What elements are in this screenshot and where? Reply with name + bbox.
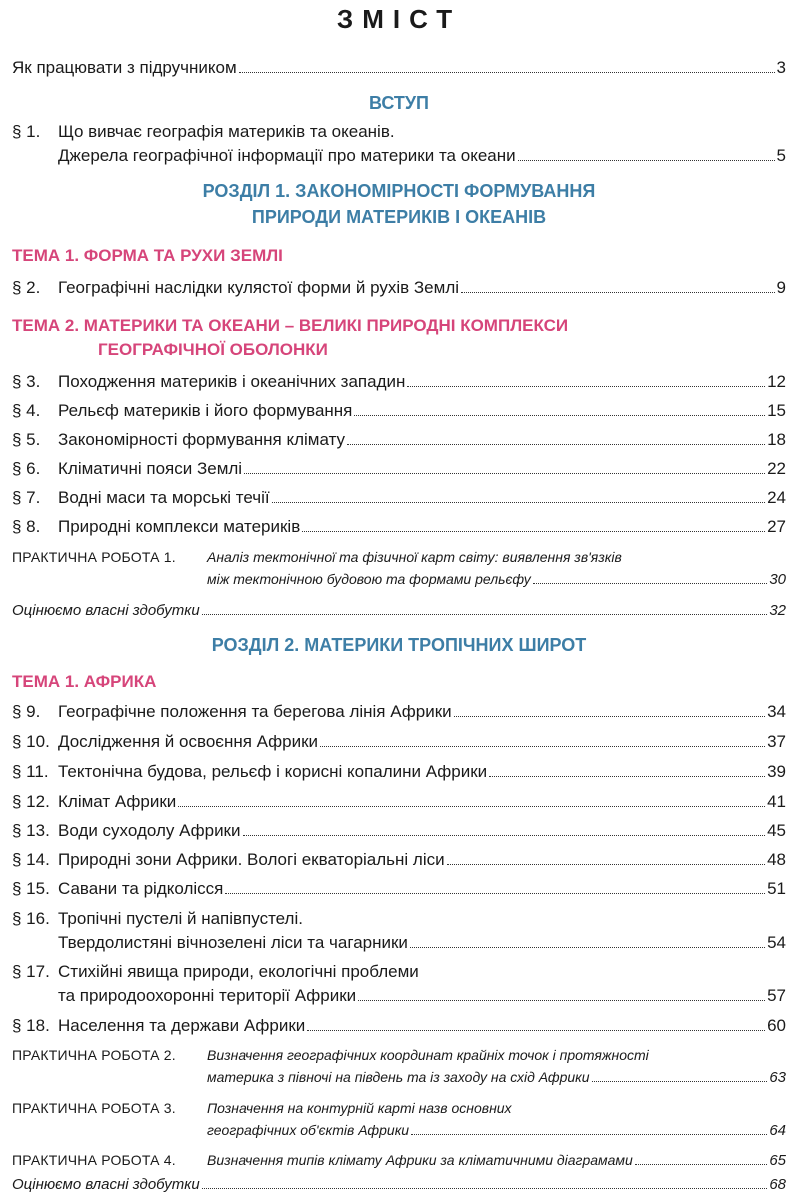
- practical-label: ПРАКТИЧНА РОБОТА 2.: [12, 1047, 176, 1063]
- leader-dots: [635, 1164, 768, 1165]
- page-number: 51: [767, 879, 786, 898]
- page-number: 18: [767, 430, 786, 449]
- practical-label: ПРАКТИЧНА РОБОТА 4.: [12, 1152, 176, 1168]
- paragraph-number: § 15.: [12, 879, 50, 898]
- page-number: 3: [776, 58, 786, 77]
- leader-dots: [489, 776, 765, 777]
- paragraph-number: § 13.: [12, 821, 50, 840]
- toc-row-4[interactable]: [12, 399, 786, 423]
- page-number: 60: [767, 1016, 786, 1035]
- toc-row-7[interactable]: [12, 486, 786, 510]
- page-number: 64: [769, 1122, 786, 1139]
- page-number: 39: [767, 762, 786, 781]
- practical-text: Визначення географічних координат крайніх точок і протяжності: [207, 1047, 649, 1063]
- theme-heading-line1: ТЕМА 2. МАТЕРИКИ ТА ОКЕАНИ – ВЕЛИКІ ПРИРОДНІ КОМПЛЕКСИ: [12, 316, 569, 335]
- toc-row-text-cont: Твердолистяні вічнозелені ліси та чагарники: [58, 933, 408, 952]
- leader-dots: [307, 1030, 765, 1031]
- paragraph-number: § 1.: [12, 122, 41, 141]
- toc-row-text: Кліматичні пояси Землі: [58, 459, 243, 478]
- toc-row-text: Стихійні явища природи, екологічні проблеми: [58, 962, 419, 981]
- leader-dots: [202, 614, 768, 615]
- leader-dots: [244, 473, 765, 474]
- toc-row-3[interactable]: [12, 370, 786, 394]
- toc-evaluation-2[interactable]: [12, 1174, 786, 1196]
- intro-heading: ВСТУП: [369, 93, 429, 113]
- leader-dots: [592, 1081, 768, 1082]
- page-number: 15: [767, 401, 786, 420]
- toc-row-text: Що вивчає географія материків та океанів.: [58, 122, 395, 141]
- section-1-heading: [0, 178, 798, 230]
- leader-dots: [302, 531, 765, 532]
- toc-row-text: Населення та держави Африки: [58, 1016, 306, 1035]
- toc-row-8[interactable]: [12, 515, 786, 539]
- toc-row-1[interactable]: [12, 120, 786, 168]
- toc-row-text: Природні комплекси материків: [58, 517, 301, 536]
- toc-row-text: Географічні наслідки кулястої форми й рухів Землі: [58, 278, 460, 297]
- page-number: 63: [769, 1069, 786, 1086]
- theme-heading: [12, 314, 568, 362]
- toc-row-text: Походження материків і океанічних западин: [58, 372, 406, 391]
- toc-row-text: Як працювати з підручником: [12, 58, 237, 77]
- leader-dots: [410, 947, 765, 948]
- toc-row-13[interactable]: [12, 819, 786, 843]
- page-number: 5: [776, 146, 786, 165]
- page-number: 24: [767, 488, 786, 507]
- toc-row-text: Рельєф материків і його формування: [58, 401, 353, 420]
- toc-row-text: Водні маси та морські течії: [58, 488, 270, 507]
- section-1-heading-line1: РОЗДІЛ 1. ЗАКОНОМІРНОСТІ ФОРМУВАННЯ: [202, 181, 596, 201]
- toc-row-text: Дослідження й освоєння Африки: [58, 732, 319, 751]
- toc-row-17[interactable]: [12, 960, 786, 1008]
- paragraph-number: § 12.: [12, 792, 50, 811]
- toc-row-12[interactable]: [12, 790, 786, 814]
- practical-text: Позначення на контурній карті назв основних: [207, 1100, 512, 1116]
- toc-row-10[interactable]: [12, 730, 786, 754]
- leader-dots: [243, 835, 766, 836]
- practical-text: Аналіз тектонічної та фізичної карт світу: виявлення зв'язків: [207, 549, 622, 565]
- page-number: 37: [767, 732, 786, 751]
- theme-heading: ТЕМА 1. АФРИКА: [12, 672, 157, 691]
- page-number: 12: [767, 372, 786, 391]
- toc-row-15[interactable]: [12, 877, 786, 901]
- toc-row-16[interactable]: [12, 907, 786, 955]
- page-number: 48: [767, 850, 786, 869]
- toc-row-text-cont: та природоохоронні території Африки: [58, 986, 357, 1005]
- page-number: 22: [767, 459, 786, 478]
- toc-row-9[interactable]: [12, 700, 786, 724]
- practical-text-cont: між тектонічною будовою та формами рельєфу: [207, 571, 531, 587]
- toc-row-6[interactable]: [12, 457, 786, 481]
- practical-text-cont: материка з півночі на південь та із заходу на схід Африки: [207, 1069, 590, 1085]
- leader-dots: [447, 864, 765, 865]
- toc-row-2[interactable]: [12, 276, 786, 300]
- page-number: 45: [767, 821, 786, 840]
- leader-dots: [239, 72, 775, 73]
- toc-row-text: Води суходолу Африки: [58, 821, 241, 840]
- paragraph-number: § 3.: [12, 372, 41, 391]
- theme-heading-line2: ГЕОГРАФІЧНОЇ ОБОЛОНКИ: [98, 340, 328, 359]
- page-number: 68: [769, 1176, 786, 1193]
- toc-row-how-to-use[interactable]: [12, 56, 786, 80]
- page-number: 65: [769, 1152, 786, 1169]
- leader-dots: [518, 160, 775, 161]
- toc-row-text: Клімат Африки: [58, 792, 177, 811]
- theme-heading: ТЕМА 1. ФОРМА ТА РУХИ ЗЕМЛІ: [12, 246, 283, 265]
- toc-practical-4[interactable]: [12, 1149, 786, 1172]
- page-number: 57: [767, 986, 786, 1005]
- page-number: 32: [769, 602, 786, 619]
- leader-dots: [354, 415, 765, 416]
- paragraph-number: § 16.: [12, 909, 50, 928]
- section-2-heading: РОЗДІЛ 2. МАТЕРИКИ ТРОПІЧНИХ ШИРОТ: [211, 635, 587, 655]
- toc-row-18[interactable]: [12, 1014, 786, 1038]
- leader-dots: [347, 444, 765, 445]
- page-number: 54: [767, 933, 786, 952]
- leader-dots: [202, 1188, 768, 1189]
- leader-dots: [225, 893, 765, 894]
- toc-evaluation-1[interactable]: [12, 600, 786, 622]
- leader-dots: [358, 1000, 765, 1001]
- section-1-heading-line2: ПРИРОДИ МАТЕРИКІВ І ОКЕАНІВ: [251, 207, 547, 227]
- toc-row-5[interactable]: [12, 428, 786, 452]
- page-number: 30: [769, 571, 786, 588]
- toc-row-text: Савани та рідколісся: [58, 879, 224, 898]
- paragraph-number: § 6.: [12, 459, 41, 478]
- toc-row-text: Географічне положення та берегова лінія Африки: [58, 702, 452, 721]
- paragraph-number: § 8.: [12, 517, 41, 536]
- leader-dots: [461, 292, 775, 293]
- paragraph-number: § 7.: [12, 488, 41, 507]
- leader-dots: [320, 746, 765, 747]
- page-number: 27: [767, 517, 786, 536]
- toc-practical-2[interactable]: [12, 1044, 786, 1089]
- evaluation-text: Оцінюємо власні здобутки: [12, 602, 200, 619]
- toc-row-11[interactable]: [12, 760, 786, 784]
- practical-text: Визначення типів клімату Африки за кліматичними діаграмами: [207, 1152, 633, 1168]
- page-number: 34: [767, 702, 786, 721]
- practical-label: ПРАКТИЧНА РОБОТА 1.: [12, 549, 176, 565]
- toc-practical-3[interactable]: [12, 1097, 786, 1142]
- page-number: 41: [767, 792, 786, 811]
- paragraph-number: § 4.: [12, 401, 41, 420]
- paragraph-number: § 9.: [12, 702, 41, 721]
- page-title: ЗМІСТ: [336, 4, 462, 34]
- leader-dots: [407, 386, 765, 387]
- leader-dots: [533, 583, 768, 584]
- page-number: 9: [776, 278, 786, 297]
- toc-row-text: Тропічні пустелі й напівпустелі.: [58, 909, 303, 928]
- toc-practical-1[interactable]: [12, 546, 786, 591]
- paragraph-number: § 18.: [12, 1016, 50, 1035]
- toc-row-14[interactable]: [12, 848, 786, 872]
- leader-dots: [411, 1134, 767, 1135]
- paragraph-number: § 2.: [12, 278, 41, 297]
- paragraph-number: § 10.: [12, 732, 50, 751]
- paragraph-number: § 17.: [12, 962, 50, 981]
- toc-row-text: Тектонічна будова, рельєф і корисні копалини Африки: [58, 762, 488, 781]
- evaluation-text: Оцінюємо власні здобутки: [12, 1176, 200, 1193]
- leader-dots: [272, 502, 765, 503]
- toc-row-text: Закономірності формування клімату: [58, 430, 346, 449]
- paragraph-number: § 11.: [12, 762, 49, 781]
- practical-text-cont: географічних об'єктів Африки: [207, 1122, 410, 1138]
- paragraph-number: § 14.: [12, 850, 50, 869]
- toc-row-text-cont: Джерела географічної інформації про материки та океани: [58, 146, 516, 165]
- paragraph-number: § 5.: [12, 430, 41, 449]
- practical-label: ПРАКТИЧНА РОБОТА 3.: [12, 1100, 176, 1116]
- toc-row-text: Природні зони Африки. Вологі екваторіальні ліси: [58, 850, 445, 869]
- leader-dots: [454, 716, 765, 717]
- leader-dots: [178, 806, 765, 807]
